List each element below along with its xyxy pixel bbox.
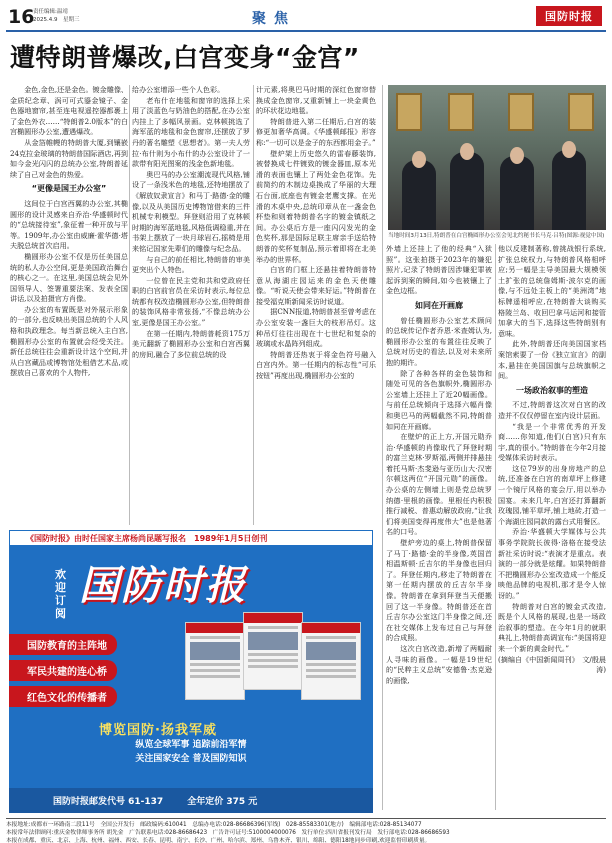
header-rule bbox=[6, 30, 606, 32]
portrait-frame bbox=[568, 93, 594, 131]
paragraph: 特朗普进入第二任期后,白宫的装修更加奢华高调。《华盛顿邮报》形容称:“一切可以是金子的东西都用金子。” bbox=[256, 116, 376, 147]
paragraph: “我是一个非常优秀的开发商……你知道,他们(白宫)只有东宇,真的很小。”特朗普在今年2月接受媒体采访时表示。 bbox=[498, 421, 606, 463]
page-number: 16 bbox=[8, 6, 35, 28]
column-divider bbox=[129, 85, 130, 525]
paragraph: 白宫的门框上还悬挂着特朗普特意从海湖庄园运来的金色天使雕像。“听说天使会带来好运。”特朗普在接受福克斯新闻采访时说道。 bbox=[256, 265, 376, 306]
edition-meta bbox=[33, 8, 80, 24]
column-divider bbox=[382, 85, 383, 810]
section-title: 聚焦 bbox=[252, 11, 296, 27]
ad-tag: 军民共建的连心桥 bbox=[9, 660, 117, 681]
newspaper-sample bbox=[301, 622, 361, 700]
newspaper-samples bbox=[185, 608, 365, 708]
ad-tag: 红色文化的传播者 bbox=[9, 686, 117, 707]
paragraph: 椭圆形办公室不仅是历任美国总统的私人办公空间,更是美国政治舞台的核心之一。在这里,美国总统会见外国领导人、签署重要法案、发表全国讲话,以及拍摄官方肖像。 bbox=[10, 251, 128, 304]
subheading: 一场政治叙事的塑造 bbox=[516, 385, 588, 395]
paragraph: 在第一任期内,特朗普耗资175万美元翻新了椭圆形办公室和白宫西翼的房间,融合了多位前总统的设 bbox=[132, 328, 250, 359]
person-head bbox=[510, 147, 524, 164]
article-column-1 bbox=[10, 85, 128, 525]
person-figure bbox=[450, 152, 484, 230]
paragraph: 除了各种各样的金色装饰和随处可见的各色旗帜外,椭圆形办公室墙上还挂上了近20幅画像。与前任总统倾向于选择六幅肖像和奥巴马的两幅截然不同,特朗普如同在开画廊。 bbox=[386, 368, 492, 431]
paragraph: (摘编自《中国新闻周刊》 文/殷晨涛) bbox=[498, 654, 606, 675]
page-footer bbox=[6, 818, 606, 843]
ad-brand-title: 国防时报 bbox=[79, 562, 247, 609]
newspaper-sample bbox=[185, 622, 245, 700]
article-column-4 bbox=[386, 244, 492, 810]
ad-bottom-bar bbox=[9, 788, 373, 813]
ad-top-banner: 《国防时报》由时任国家主席杨尚昆题写报名 1989年1月5日创刊 bbox=[9, 530, 373, 546]
paragraph: 这次白宫改造,新增了两幅耐人寻味的画像。一幅是19世纪的“民粹主义总统”安德鲁·杰克逊的画像, bbox=[386, 643, 492, 685]
paragraph: 不过,特朗普这次对白宫的改造并不仅仅停留在室内设计层面。 bbox=[498, 400, 606, 420]
article-column-5 bbox=[498, 244, 606, 810]
postal-code-text: 国防时报邮发代号 61-137 bbox=[53, 797, 164, 807]
newspaper-logo: 国防时报 bbox=[536, 6, 602, 26]
portrait-frame bbox=[448, 93, 474, 131]
annual-price-text: 全年定价 375 元 bbox=[187, 797, 258, 807]
editor-line: 责任编辑:温靖 bbox=[33, 9, 68, 15]
subheading: “更像是国王办公室” bbox=[31, 184, 107, 194]
paragraph: 乔治·华盛顿大学媒体与公共事务学院院长彼得·洛格在接受法新社采访时说:“表演才是重点。表演的一部分就是炫耀。如果特朗普不把椭圆形办公室改造成一个能反映他品牌的电视机,那才是令人惊讶的。” bbox=[498, 527, 606, 600]
ad-tag: 国防教育的主阵地 bbox=[9, 634, 117, 655]
paragraph: 一位曾在民主党和共和党政府任职的白宫前官员在采访时表示,每位总统都有权改造椭圆形办公室,但特朗普的装饰风格非常张扬,“不像总统办公室,更像是国王办公室。” bbox=[132, 275, 250, 328]
paragraph: 老布什在地毯和窗帘的选择上采用了淡蓝色与奶油色的搭配,在办公室内挂上了多幅风景画。克林顿挑选了海军蓝的地毯和金色窗帘,还摆放了罗丹的著名雕塑《思想者》。第一夫人劳拉·布什则为小布什的办公室设计了一款带有阳光图案的浅金色新地毯。 bbox=[132, 95, 250, 169]
ad-sub-slogan-line: 纵览全球军事 追踪前沿军情 bbox=[135, 740, 247, 750]
column-divider bbox=[253, 85, 254, 525]
paragraph: 金色,金色,还是金色。镀金雕像、金质纪念章、涡可可式鎏金镜子、金色器地窗帘,甚至连电视遥控器都裹上了金色外衣……“特朗普2.0版本”的白宫椭圆形办公室,遭遇爆改。 bbox=[10, 85, 128, 137]
ad-welcome-text: 欢迎订阅 bbox=[55, 568, 66, 620]
paragraph: 给办公室增添一些个人色彩。 bbox=[132, 85, 225, 94]
subscription-advertisement bbox=[9, 530, 373, 813]
person-figure bbox=[500, 156, 534, 230]
paragraph: 曾任椭圆形办公室艺术顾问的总统传记作者乔恩·米查姆认为,椭圆形办公室的布置往往反映了总统对历史的看法,以及对未来所抱的期许。 bbox=[386, 315, 492, 367]
person-figure bbox=[402, 160, 436, 230]
paragraph: 壁炉架上历史悠久的雷春藤装饰,被替换成七件镀致的镀金器皿,原本光滑的表面也镶上了两处金色花饰。先前简约的木制边桌换成了华丽的大理石台面,底座也有镀金老鹰支撑。在光滑的木桌中央,总统印章从在一盏金色杯垫和则着特朗普名字的镀金镇纸之间。办公桌后方是一座闪闪发光的金色奖杯,那是国际足联主席亲手送给特朗普的奖杯复制品,预示着即将在北美举办的世界杯。 bbox=[256, 148, 376, 264]
ad-slogan: 博览国防·扬我军威 bbox=[99, 723, 217, 738]
portrait-frame bbox=[396, 93, 422, 131]
paragraph: 奥巴马的办公室潮流现代风格,铺设了一条浅米色的地毯,还特地摆放了《解放奴隶宣言》和马丁·路德·金的雕像,以及从美国历史博物馆借来的三件机械专利模型。拜登则沿用了克林顿时期的海军蓝地毯,风格低调稳重,并在书架上摆放了一块月球岩石,摇椅是用来铭记国家先辈们的雕像与纪念品。 bbox=[132, 169, 250, 253]
person-head bbox=[562, 141, 576, 158]
paragraph: 办公室的布置既是对外展示形象的一部分,也反映出美国总统的个人风格和执政理念。每当新总统入主白宫,椭圆形办公室的布置就会经受关注。新任总统往往会重新设计这个空间,并从白宫藏品或博物馆处租借艺术品,或摆放自己喜欢的个人物件, bbox=[10, 304, 128, 378]
paragraph: 从金箔帷幔的特朗普大厦,到镶嵌24克拉金玻璃的特朗普国际酒店,再到如今金光闪闪的总统办公室,特朗普延续了自己对金色的热爱。 bbox=[10, 137, 128, 179]
article-column-3 bbox=[256, 85, 376, 525]
paragraph: 特朗普还热衷于将金色符号融入白宫内外。第一任期内的标志性“可乐按钮”再度出现,椭圆形办公室的 bbox=[256, 349, 376, 381]
paragraph: 他以反建制著称,曾挑战银行系统,扩张总统权力,与特朗普风格相呼应;另一幅是主导美国最大规模领土扩张的总统詹姆斯·波尔克的画像,与不远处主板上的“美洲湾”地标牌遥相呼应,在特朗普大谈购买格陵兰岛、收回巴拿马运河和接管加拿大的当下,选择这些特朗别有意味。 bbox=[498, 244, 606, 338]
paragraph: 外墙上还挂上了他的经典“入狱照”。这张拍摄于2023年的嫌犯照片,记录了特朗普因涉嫌犯罪被起诉到案的瞬间,如今也被镶上了金色边框。 bbox=[386, 244, 492, 296]
ad-sub-slogan-line: 关注国家安全 普及国防知识 bbox=[135, 754, 247, 764]
footer-line: 本报地址:成都市一环路南二段11号 全国公开发行 邮政编码:610041 总编办电话:028-86686396(军线) 028-85583301(地方) 编辑部电话:028-85134077 bbox=[6, 822, 422, 828]
paragraph: 这位79岁的出身房地产的总统,还准备在白宫的南草坪上修建一个镜厅风格的宴会厅,用以举办国宴。未来几年,白宫还打算翻新玫瑰园,铺平草坪,铺上地砖,打造一个海湖庄园同款的露台式用餐区。 bbox=[498, 463, 606, 526]
person-figure bbox=[552, 150, 586, 230]
paragraph: 壁炉旁边的桌上,特朗普保留了马丁·路德·金的半身像,英国首相温斯顿·丘吉尔的半身像也回归了。拜登任期内,移走了特朗普在第一任期内摆放的丘吉尔半身像。特朗普在拿到拜登当天便搬回了这一半身像。特朗普还在首丘吉尔办公室这门半身像之间,还在社交媒体上发布过自己与拜登的合成照。 bbox=[386, 538, 492, 643]
person-head bbox=[460, 143, 474, 160]
paragraph: 与自己的前任相比,特朗普的审美更突出个人特色。 bbox=[132, 254, 250, 275]
newspaper-sample bbox=[243, 612, 303, 690]
article-column-2 bbox=[132, 85, 250, 525]
portrait-frame bbox=[508, 93, 534, 131]
person-head bbox=[412, 151, 426, 168]
date-line: 2025.4.9 星期三 bbox=[33, 17, 80, 23]
ad-sub-slogan bbox=[9, 738, 373, 766]
paragraph: 计元素,将奥巴马时期的深红色窗帘替换成金色窗帘,又重新铺上一块金黄色的环状花边地毯。 bbox=[256, 85, 376, 116]
paragraph: 此外,特朗普还向美国国家档案馆索要了一份《独立宣言》的副本,悬挂在美国国旗与总统旗帜之间。 bbox=[498, 339, 606, 381]
paragraph: 这间位于白宫西翼的办公室,其椭圆形的设计灵感来自乔治·华盛顿时代的“总统接待室”,象征着一种开放与平等。1909年,办公室由威廉·霍华德·塔夫脱总统首次启用。 bbox=[10, 198, 128, 251]
article-photo bbox=[388, 85, 606, 230]
subheading: 如同在开画廊 bbox=[415, 300, 463, 310]
paragraph: 据CNN报道,特朗普甚至曾考虑在办公室安装一盏巨大的枝形吊灯。这种吊灯往往出现在十七世纪和复杂的玻璃或水晶阵列组成。 bbox=[256, 307, 376, 349]
footer-line: 本报在成都、重庆、北京、上海、杭州、福州、西安、长春、昆明、南宁、长沙、广州、哈尔滨、郑州、乌鲁木齐、银川、绵阳、德阳18地同步印刷,欢迎监督印刷质量。 bbox=[6, 838, 431, 843]
column-divider bbox=[495, 244, 496, 810]
paragraph: 特朗普对白宫的镀金式改造,既是个人风格的展现,也是一场政治叙事的塑造。在今年1月的就职典礼上,特朗普高调宣布:“美国将迎来一个新的黄金时代。” bbox=[498, 601, 606, 653]
paragraph: 在壁炉的正上方,开国元勋乔治·华盛顿的肖像取代了拜登时期的富兰克林·罗斯福,两侧并排悬挂着托马斯·杰斐逊与亚历山大·汉密尔顿这两位“开国元勋”的画像。办公桌的左侧墙上则是党总统罗纳德·里根的画像。里根任内积极推行减税、普惠动解放政府,“让我们将美国变得再度伟大”也是他著名的口号。 bbox=[386, 432, 492, 537]
article-headline: 遭特朗普爆改,白宫变身“金宫” bbox=[10, 43, 360, 72]
photo-caption: 当地时间3月13日,特朗普在白宫椭圆形办公室会见北约秘书长马克·吕特(图源:视觉中国) bbox=[388, 233, 605, 239]
footer-line: 本报常年法律顾问:重庆金牧律师事务所 胡先金 广告联系电话:028-86686423 广告许可证号:5100004000076 发行单位:四川省报刊发行局 发行部电话:028-86686593 bbox=[6, 830, 450, 836]
